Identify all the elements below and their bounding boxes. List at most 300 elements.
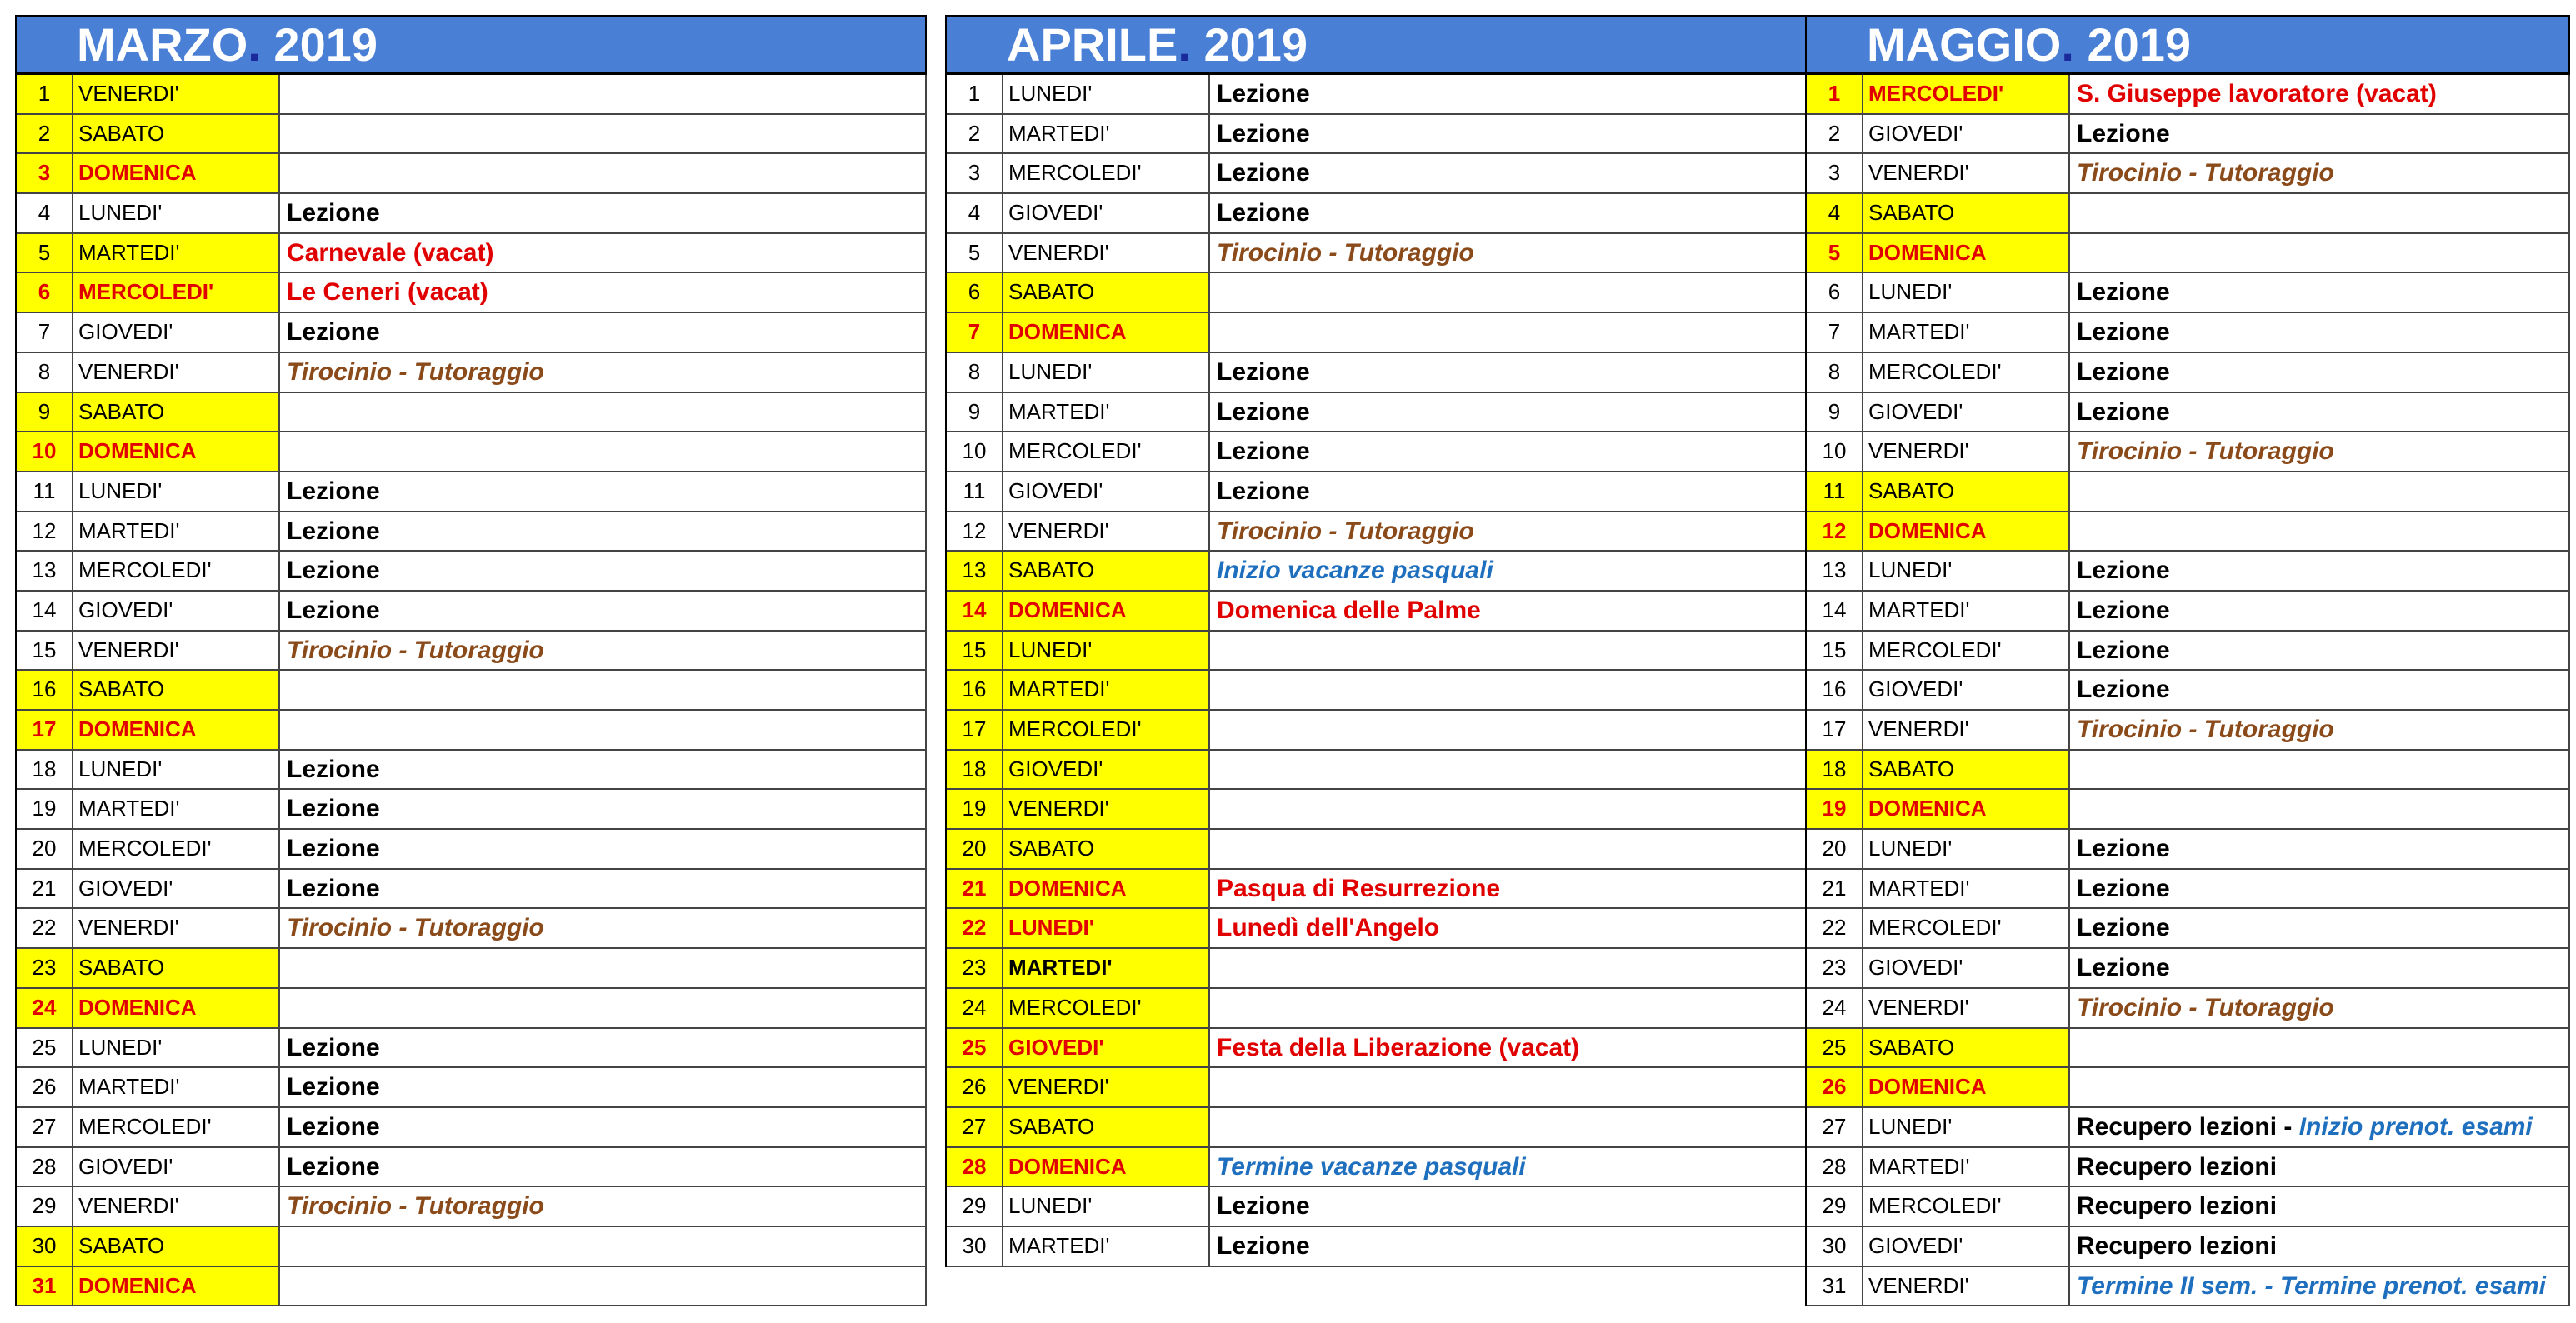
day-description (2070, 512, 2570, 551)
calendar-row (947, 115, 1807, 155)
description-text: Lezione (1217, 199, 1310, 227)
day-description (1210, 313, 1807, 352)
day-number: 9 (947, 393, 1003, 432)
day-number: 16 (947, 671, 1003, 709)
day-number: 18 (1807, 751, 1863, 789)
calendar-row (17, 512, 927, 552)
weekday-name: GIOVEDI' (1003, 472, 1210, 511)
day-number: 5 (947, 234, 1003, 272)
day-number: 3 (17, 154, 73, 192)
weekday-name: MARTEDI' (73, 512, 280, 551)
day-number: 31 (17, 1267, 73, 1306)
calendar-row (1807, 115, 2570, 155)
day-description (280, 1068, 927, 1106)
weekday-name: DOMENICA (73, 154, 280, 192)
description-text: Tirocinio - Tutoraggio (287, 1192, 544, 1221)
day-number: 27 (17, 1108, 73, 1146)
weekday-name: MARTEDI' (1003, 115, 1210, 153)
day-description (280, 432, 927, 471)
calendar-row (1807, 75, 2570, 115)
weekday-name: MERCOLEDI' (1863, 75, 2070, 113)
weekday-name: MARTEDI' (1863, 313, 2070, 352)
day-description (1210, 512, 1807, 551)
description-text: Lezione (287, 557, 380, 585)
day-description (280, 273, 927, 312)
day-number: 11 (17, 472, 73, 511)
calendar-row (1807, 909, 2570, 949)
day-number: 16 (17, 671, 73, 709)
day-number: 10 (1807, 432, 1863, 471)
calendar-row (17, 1267, 927, 1307)
month-table-marzo (15, 15, 927, 1306)
day-description (280, 552, 927, 590)
description-text: Lezione (2077, 119, 2170, 147)
weekday-name: DOMENICA (1863, 512, 2070, 551)
weekday-name: LUNEDI' (1003, 632, 1210, 670)
calendar-row (1807, 870, 2570, 910)
weekday-name: LUNEDI' (1863, 552, 2070, 590)
day-description (1210, 432, 1807, 471)
description-text: Lezione (287, 199, 380, 227)
day-description (2070, 552, 2570, 590)
calendar-row (947, 273, 1807, 313)
calendar-row (1807, 989, 2570, 1029)
weekday-name: GIOVEDI' (73, 1148, 280, 1186)
description-text: Lezione (1217, 1192, 1310, 1221)
description-text: Lezione (287, 795, 380, 823)
calendar-row (947, 154, 1807, 194)
day-number: 2 (947, 115, 1003, 153)
calendar-row (947, 353, 1807, 393)
day-number: 10 (17, 432, 73, 471)
day-number: 6 (1807, 273, 1863, 312)
weekday-name: GIOVEDI' (1863, 393, 2070, 432)
weekday-name: GIOVEDI' (1863, 115, 2070, 153)
weekday-name: MARTEDI' (1003, 949, 1210, 987)
calendar-row (947, 830, 1807, 870)
day-description (280, 1267, 927, 1306)
weekday-name: MARTEDI' (73, 1068, 280, 1106)
weekday-name: LUNEDI' (73, 751, 280, 789)
weekday-name: MERCOLEDI' (1863, 1187, 2070, 1226)
day-description (1210, 989, 1807, 1027)
weekday-name: GIOVEDI' (73, 592, 280, 630)
calendar-row (947, 751, 1807, 791)
calendar-row (17, 273, 927, 313)
calendar-row (947, 1029, 1807, 1069)
day-number: 26 (947, 1068, 1003, 1106)
description-text: Tirocinio - Tutoraggio (2077, 159, 2334, 187)
day-description (280, 353, 927, 392)
day-number: 21 (17, 870, 73, 908)
description-text: Lezione (287, 835, 380, 863)
description-text: Lezione (287, 755, 380, 783)
description-text: Tirocinio - Tutoraggio (2077, 993, 2334, 1021)
day-number: 12 (947, 512, 1003, 551)
description-text: Lezione (2077, 874, 2170, 902)
day-description (280, 671, 927, 709)
day-description (2070, 75, 2570, 113)
weekday-name: MERCOLEDI' (73, 1108, 280, 1146)
description-text: Tirocinio - Tutoraggio (2077, 716, 2334, 743)
day-description (1210, 273, 1807, 312)
day-description (1210, 353, 1807, 392)
weekday-name: VENERDI' (1863, 432, 2070, 471)
weekday-name: SABATO (1863, 472, 2070, 511)
day-number: 26 (17, 1068, 73, 1106)
calendar-row (17, 552, 927, 592)
weekday-name: SABATO (1003, 1108, 1210, 1146)
month-header: MARZO. 2019 (15, 15, 927, 75)
weekday-name: VENERDI' (73, 632, 280, 670)
day-description (2070, 1068, 2570, 1106)
day-number: 23 (1807, 949, 1863, 987)
day-description (2070, 751, 2570, 789)
calendar-row (17, 313, 927, 353)
calendar-row (17, 1148, 927, 1188)
calendar-row (947, 1068, 1807, 1108)
description-text: Lezione (287, 1073, 380, 1101)
month-header: MAGGIO. 2019 (1805, 15, 2570, 75)
weekday-name: VENERDI' (1003, 512, 1210, 551)
weekday-name: GIOVEDI' (1863, 1227, 2070, 1266)
calendar-row (17, 353, 927, 393)
weekday-name: DOMENICA (1863, 1068, 2070, 1106)
day-number: 4 (947, 194, 1003, 232)
calendar-row (17, 592, 927, 632)
day-number: 23 (947, 949, 1003, 987)
calendar-row (1807, 949, 2570, 989)
description-text: Lezione (287, 874, 380, 902)
day-number: 22 (1807, 909, 1863, 947)
day-number: 28 (947, 1148, 1003, 1186)
day-number: 14 (1807, 592, 1863, 630)
weekday-name: VENERDI' (1863, 1267, 2070, 1306)
description-text: Carnevale (vacat) (287, 238, 494, 267)
calendar-row (1807, 1187, 2570, 1227)
weekday-name: VENERDI' (1003, 234, 1210, 272)
weekday-name: VENERDI' (1003, 1068, 1210, 1106)
day-description (280, 1029, 927, 1067)
calendar-row (1807, 1108, 2570, 1148)
weekday-name: MARTEDI' (73, 790, 280, 828)
day-description (2070, 830, 2570, 868)
weekday-name: SABATO (73, 115, 280, 153)
weekday-name: MERCOLEDI' (73, 830, 280, 868)
day-description (2070, 234, 2570, 272)
day-number: 13 (17, 552, 73, 590)
day-description (2070, 115, 2570, 153)
day-number: 30 (947, 1227, 1003, 1266)
day-number: 3 (1807, 154, 1863, 192)
day-number: 1 (1807, 75, 1863, 113)
day-description (1210, 552, 1807, 590)
day-number: 8 (17, 353, 73, 392)
day-number: 18 (947, 751, 1003, 789)
calendar-row (1807, 273, 2570, 313)
weekday-name: VENERDI' (1863, 154, 2070, 192)
day-number: 18 (17, 751, 73, 789)
day-number: 15 (947, 632, 1003, 670)
weekday-name: LUNEDI' (1863, 273, 2070, 312)
description-text: Lezione (2077, 357, 2170, 386)
weekday-name: VENERDI' (1003, 790, 1210, 828)
calendar-row (17, 989, 927, 1029)
weekday-name: DOMENICA (73, 989, 280, 1027)
calendar-row (1807, 432, 2570, 472)
month-table-maggio (1805, 15, 2570, 1306)
day-description (2070, 711, 2570, 749)
calendar-row (1807, 512, 2570, 552)
calendar-row (1807, 671, 2570, 711)
weekday-name: SABATO (73, 393, 280, 432)
day-description (280, 989, 927, 1027)
day-description (2070, 949, 2570, 987)
description-text: Tirocinio - Tutoraggio (2077, 437, 2334, 466)
day-description (280, 711, 927, 749)
weekday-name: DOMENICA (1863, 234, 2070, 272)
calendar-row (17, 1108, 927, 1148)
weekday-name: MARTEDI' (1003, 1227, 1210, 1266)
month-year: 2019 (1203, 18, 1308, 71)
day-number: 17 (1807, 711, 1863, 749)
day-description (1210, 472, 1807, 511)
description-text: Lezione (1217, 119, 1310, 147)
calendar-row (17, 234, 927, 274)
day-number: 4 (1807, 194, 1863, 232)
day-description (1210, 711, 1807, 749)
day-description (1210, 393, 1807, 432)
weekday-name: SABATO (1863, 1029, 2070, 1067)
calendar-row (17, 115, 927, 155)
weekday-name: LUNEDI' (1003, 1187, 1210, 1226)
day-description (1210, 1187, 1807, 1226)
calendar-row (947, 194, 1807, 234)
calendar-row (17, 432, 927, 472)
weekday-name: GIOVEDI' (73, 870, 280, 908)
month-body (945, 75, 1807, 1267)
weekday-name: VENERDI' (73, 353, 280, 392)
description-text: Lezione (1217, 437, 1310, 466)
day-description (1210, 1148, 1807, 1186)
month-body (1805, 75, 2570, 1306)
calendar-row (1807, 1029, 2570, 1069)
calendar-row (1807, 632, 2570, 671)
day-number: 29 (947, 1187, 1003, 1226)
weekday-name: DOMENICA (1863, 790, 2070, 828)
description-text: Lezione (287, 318, 380, 347)
day-number: 25 (17, 1029, 73, 1067)
day-number: 31 (1807, 1267, 1863, 1306)
day-number: 8 (1807, 353, 1863, 392)
day-number: 1 (947, 75, 1003, 113)
day-description (280, 909, 927, 947)
calendar-row (947, 632, 1807, 671)
weekday-name: LUNEDI' (1003, 909, 1210, 947)
weekday-name: SABATO (73, 671, 280, 709)
calendar-row (17, 751, 927, 791)
calendar-row (1807, 711, 2570, 751)
day-number: 10 (947, 432, 1003, 471)
day-description (2070, 632, 2570, 670)
description-text: Lezione (287, 596, 380, 624)
calendar-row (17, 472, 927, 512)
day-description (2070, 273, 2570, 312)
weekday-name: DOMENICA (73, 711, 280, 749)
weekday-name: SABATO (1003, 552, 1210, 590)
day-description (2070, 432, 2570, 471)
day-number: 12 (17, 512, 73, 551)
day-description (1210, 790, 1807, 828)
weekday-name: SABATO (1863, 751, 2070, 789)
day-number: 28 (1807, 1148, 1863, 1186)
day-description (2070, 592, 2570, 630)
description-text: Tirocinio - Tutoraggio (1217, 238, 1474, 267)
calendar-row (1807, 552, 2570, 592)
calendar-row (947, 313, 1807, 353)
calendar-row (947, 1187, 1807, 1227)
day-description (2070, 353, 2570, 392)
day-number: 20 (947, 830, 1003, 868)
day-number: 2 (17, 115, 73, 153)
description-text: Lezione (1217, 159, 1310, 187)
description-text: Lezione (287, 1033, 380, 1061)
description-text: Lezione (287, 477, 380, 505)
day-description (1210, 1108, 1807, 1146)
description-text: S. Giuseppe lavoratore (vacat) (2077, 80, 2437, 107)
calendar-row (17, 194, 927, 234)
weekday-name: DOMENICA (1003, 313, 1210, 352)
description-text: Lezione (1217, 1231, 1310, 1260)
weekday-name: SABATO (73, 949, 280, 987)
day-number: 20 (1807, 830, 1863, 868)
day-number: 22 (947, 909, 1003, 947)
calendar-row (17, 1187, 927, 1227)
calendar-row (947, 1148, 1807, 1188)
day-number: 6 (17, 273, 73, 312)
description-text: Lezione (287, 1112, 380, 1141)
day-number: 28 (17, 1148, 73, 1186)
description-text: Lezione (1217, 477, 1310, 505)
description-text: Inizio prenot. esami (2298, 1112, 2533, 1141)
day-number: 30 (1807, 1227, 1863, 1266)
weekday-name: VENERDI' (1863, 711, 2070, 749)
day-description (1210, 75, 1807, 113)
calendar-row (1807, 790, 2570, 830)
day-number: 29 (17, 1187, 73, 1226)
day-number: 17 (17, 711, 73, 749)
day-number: 24 (1807, 989, 1863, 1027)
day-description (280, 870, 927, 908)
day-description (2070, 1187, 2570, 1226)
calendar-row (947, 949, 1807, 989)
description-text: Recupero lezioni (2077, 1152, 2278, 1181)
day-number: 7 (947, 313, 1003, 352)
description-text: Lezione (2077, 636, 2170, 664)
weekday-name: GIOVEDI' (1863, 949, 2070, 987)
calendar-row (17, 632, 927, 671)
description-text: Festa della Liberazione (vacat) (1217, 1033, 1580, 1061)
calendar-row (17, 393, 927, 433)
day-number: 3 (947, 154, 1003, 192)
weekday-name: DOMENICA (1003, 1148, 1210, 1186)
calendar-row (17, 1227, 927, 1267)
day-description (280, 154, 927, 192)
calendar-row (947, 1227, 1807, 1267)
day-description (280, 949, 927, 987)
day-number: 16 (1807, 671, 1863, 709)
day-description (2070, 1108, 2570, 1146)
weekday-name: MERCOLEDI' (73, 273, 280, 312)
weekday-name: GIOVEDI' (73, 313, 280, 352)
day-description (2070, 1148, 2570, 1186)
month-name: APRILE (1007, 18, 1178, 71)
weekday-name: MERCOLEDI' (1003, 154, 1210, 192)
day-description (280, 751, 927, 789)
weekday-name: MARTEDI' (1003, 671, 1210, 709)
calendar-row (17, 75, 927, 115)
day-description (1210, 949, 1807, 987)
day-number: 6 (947, 273, 1003, 312)
description-text: Lezione (2077, 914, 2170, 942)
day-number: 13 (947, 552, 1003, 590)
day-number: 15 (1807, 632, 1863, 670)
day-number: 9 (1807, 393, 1863, 432)
weekday-name: VENERDI' (73, 75, 280, 113)
description-text: Lezione (2077, 835, 2170, 863)
day-description (280, 393, 927, 432)
description-text: Recupero lezioni (2077, 1231, 2278, 1260)
day-description (2070, 790, 2570, 828)
month-body (15, 75, 927, 1306)
day-description (1210, 194, 1807, 232)
calendar-row (1807, 353, 2570, 393)
description-text: Lezione (287, 1152, 380, 1181)
weekday-name: MARTEDI' (1863, 870, 2070, 908)
calendar-row (947, 711, 1807, 751)
calendar-row (947, 909, 1807, 949)
day-description (1210, 234, 1807, 272)
day-description (1210, 830, 1807, 868)
day-description (1210, 592, 1807, 630)
description-text: Pasqua di Resurrezione (1217, 874, 1501, 902)
calendar-row (17, 1068, 927, 1108)
description-text: Lezione (2077, 557, 2170, 585)
weekday-name: MERCOLEDI' (1003, 432, 1210, 471)
description-text: Le Ceneri (vacat) (287, 278, 488, 307)
day-description (280, 632, 927, 670)
day-number: 29 (1807, 1187, 1863, 1226)
description-text: Tirocinio - Tutoraggio (287, 357, 544, 386)
description-text: Tirocinio - Tutoraggio (287, 914, 544, 942)
day-description (2070, 393, 2570, 432)
month-year: 2019 (273, 18, 378, 71)
day-number: 17 (947, 711, 1003, 749)
description-text: Tirocinio - Tutoraggio (287, 636, 544, 664)
day-description (2070, 1227, 2570, 1266)
day-description (2070, 1029, 2570, 1067)
calendar-row (1807, 751, 2570, 791)
day-description (2070, 472, 2570, 511)
day-number: 21 (1807, 870, 1863, 908)
description-text: Lunedì dell'Angelo (1217, 914, 1440, 942)
weekday-name: DOMENICA (1003, 592, 1210, 630)
calendar-row (947, 234, 1807, 274)
day-description (280, 790, 927, 828)
day-number: 25 (947, 1029, 1003, 1067)
calendar-row (17, 949, 927, 989)
weekday-name: MERCOLEDI' (1863, 909, 2070, 947)
